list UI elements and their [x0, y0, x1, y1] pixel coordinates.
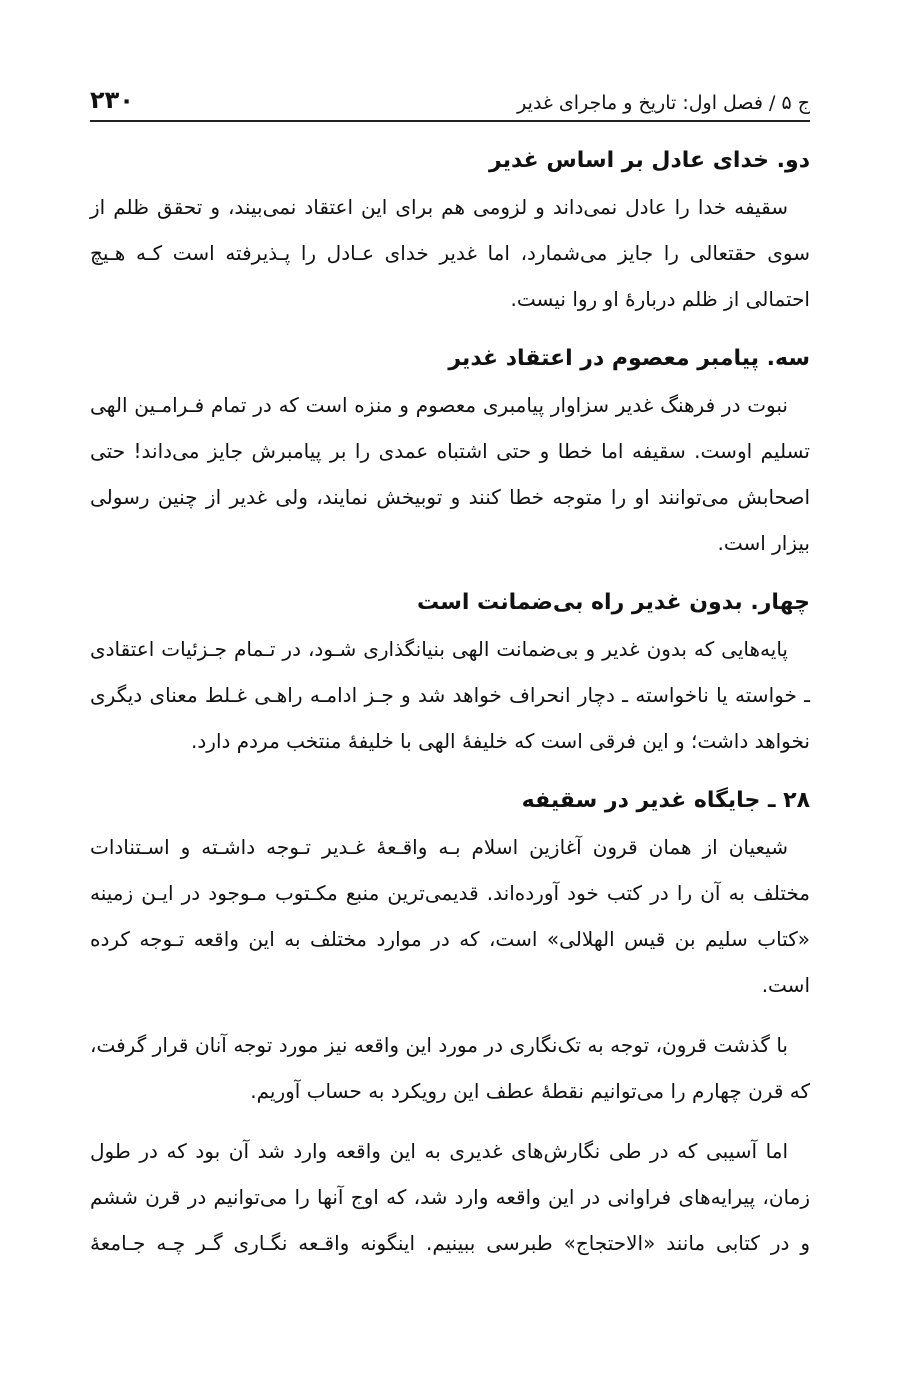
- paragraph: نبوت در فرهنگ غدیر سزاوار پیامبری معصوم و منزه است که در تمام فـرامـین الهی تسلیم اوست. سقیفه اما خطا و حتی اشتباه عمدی را بر پیامبرش جایز می‌داند! حتی اصحابش می‌توانند او را متوجه خطا کنند و توبیخش نمایند، ولی غدیر از چنین رسولی بیزار است.: [90, 393, 810, 555]
- section-block: [90, 140, 810, 322]
- section-heading: سه. پیامبر معصوم در اعتقاد غدیر: [448, 346, 810, 371]
- paragraph: اما آسیبی که در طی نگارش‌های غدیری به این واقعه وارد شد آن بود که در طول زمان، پیرایه‌های فراوانی در این واقعه وارد شد، که اوج آنها را می‌توانیم در قرن ششم و در کتابی مانند «الاحتجاج» طبرسی ببینیم. اینگونه واقـعه نگـاری گـر چـه جـامعهٔ: [90, 1139, 810, 1255]
- section-block: [90, 780, 810, 1266]
- running-header: [90, 62, 810, 122]
- section-block: [90, 582, 810, 764]
- page-number: ۲۳۰: [90, 86, 134, 114]
- section-block: [90, 338, 810, 566]
- section-heading: چهار. بدون غدیر راه بی‌ضمانت است: [416, 590, 810, 615]
- running-header-title: ج ۵ / فصل اول: تاریخ و ماجرای غدیر: [517, 92, 810, 114]
- page-content: [90, 140, 810, 1266]
- paragraph: سقیفه خدا را عادل نمی‌داند و لزومی هم برای این اعتقاد نمی‌بیند، و تحقق ظلم از سوی حقتعالی را جایز می‌شمارد، اما غدیر خدای عـادل را پـذیرفته است کـه هـیچ احتمالی از ظلم دربارهٔ او روا نیست.: [90, 195, 810, 311]
- document-page: [90, 62, 810, 1282]
- section-heading: دو. خدای عادل بر اساس غدیر: [489, 148, 810, 173]
- paragraph: پایه‌هایی که بدون غدیر و بی‌ضمانت الهی بنیانگذاری شـود، در تـمام جـزئیات اعتقادی ـ خواسته یا ناخواسته ـ دچار انحراف خواهد شد و جـز ادامـه راهـی غـلط معنای دیگری نخواهد داشت؛ و این فرقی است که خلیفهٔ الهی با خلیفهٔ منتخب مردم دارد.: [90, 637, 810, 753]
- paragraph: با گذشت قرون، توجه به تک‌نگاری در مورد این واقعه نیز مورد توجه آنان قرار گرفت، که قرن چهارم را می‌توانیم نقطهٔ عطف این رویکرد به حساب آوریم.: [90, 1033, 810, 1103]
- section-heading: ۲۸ ـ جایگاه غدیر در سقیفه: [521, 788, 810, 813]
- paragraph: شیعیان از همان قرون آغازین اسلام بـه واقـعهٔ غـدیر تـوجه داشـته و اسـتنادات مختلف به آن را در کتب خود آورده‌اند. قدیمی‌ترین منبع مکـتوب مـوجود در ایـن زمینه «کتاب سلیم بن قیس الهلالی» است، که در موارد مختلف به این واقعه تـوجه کرده است.: [90, 835, 810, 997]
